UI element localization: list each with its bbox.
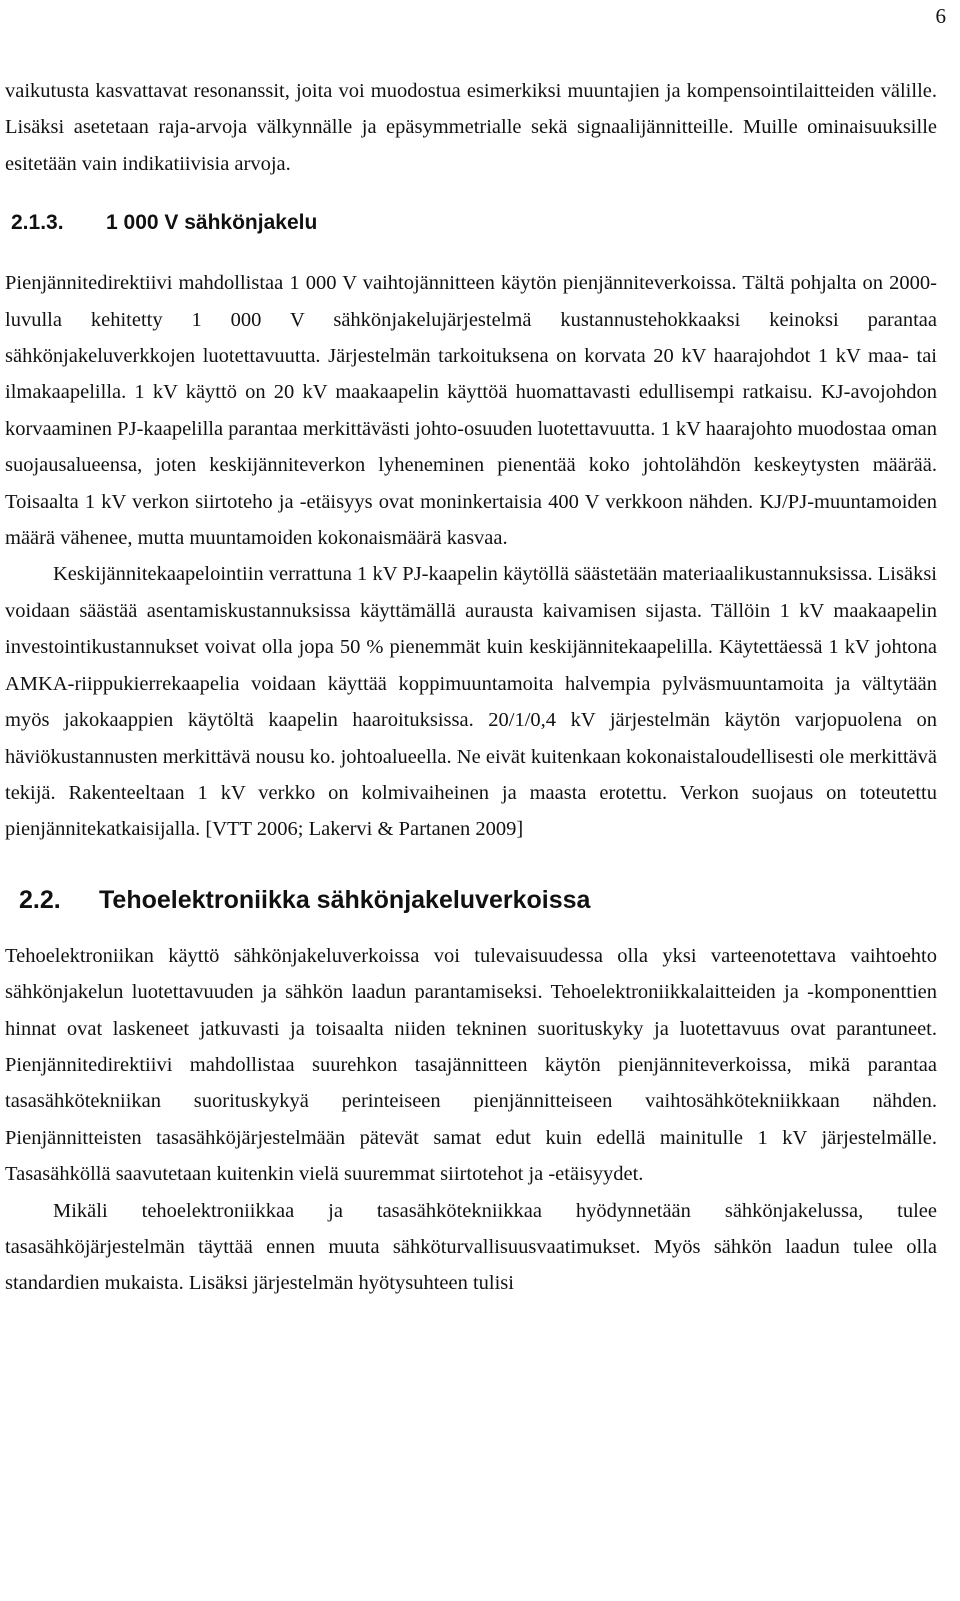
body-paragraph: Tehoelektroniikan käyttö sähkönjakeluverkoissa voi tulevaisuudessa olla yksi varteenotettava vaihtoehto sähkönjakelun luotettavuuden ja sähkön laadun parantamiseksi. Tehoelektroniikkalaitteiden ja -komponenttien hinnat ovat laskeneet jatkuvasti ja toisaalta niiden tekninen suorituskyky ja luotettavuus ovat parantuneet. Pienjännitedirektiivi mahdollistaa suurehkon tasajännitteen käytön pienjänniteverkoissa, mikä parantaa tasasähkötekniikan suorituskykyä perinteiseen pienjännitteiseen vaihtosähkötekniikkaan nähden. Pienjännitteisten tasasähköjärjestelmään pätevät samat edut kuin edellä mainitulle 1 kV järjestelmälle. Tasasähköllä saavutetaan kuitenkin vielä suuremmat siirtotehot ja -etäisyydet. xyxy=(5,944,937,1186)
body-paragraph: Keskijännitekaapelointiin verrattuna 1 kV PJ-kaapelin käytöllä säästetään materiaalikustannuksissa. Lisäksi voidaan säästää asentamiskustannuksissa käyttämällä aurausta kaivamisen sijasta. Tällöin 1 kV maakaapelin investointikustannukset voivat olla jopa 50 % pienemmät kuin keskijännitekaapelilla. Käytettäessä 1 kV johtona AMKA-riippukierrekaapelia voidaan käyttää koppimuuntamoita halvempia pylväsmuuntamoita ja vältytään myös jakokaappien käytöltä kaapelin haaroituksissa. 20/1/0,4 kV järjestelmän käytön varjopuolena on häviökustannusten merkittävä nousu ko. johtoalueella. Ne eivät kuitenkaan kokonaistaloudellisesti ole merkittävä tekijä. Rakenteeltaan 1 kV verkko on kolmivaiheinen ja maasta erotettu. Verkon suojaus on toteutettu pienjännitekatkaisijalla. [VTT 2006; Lakervi & Partanen 2009] xyxy=(5,563,937,841)
section-title: Tehoelektroniikka sähkönjakeluverkoissa xyxy=(99,885,591,914)
section-heading-2-2 xyxy=(5,885,937,915)
section-title: 1 000 V sähkönjakelu xyxy=(106,211,318,235)
section-number: 2.1.3. xyxy=(11,211,64,235)
body-paragraph: Mikäli tehoelektroniikkaa ja tasasähkötekniikkaa hyödynnetään sähkönjakelussa, tulee tasasähköjärjestelmän täyttää ennen muuta sähköturvallisuusvaatimukset. Myös sähkön laadun tulee olla standardien mukaista. Lisäksi järjestelmän hyötysuhteen tulisi xyxy=(5,1199,937,1295)
page-number: 6 xyxy=(935,4,946,28)
intro-paragraph: vaikutusta kasvattavat resonanssit, joita voi muodostua esimerkiksi muuntajien ja kompensointilaitteiden välille. Lisäksi asetetaan raja-arvoja välkynnälle ja epäsymmetrialle sekä signaalijännitteille. Muille ominaisuuksille esitetään vain indikatiivisia arvoja. xyxy=(5,80,937,175)
document-body xyxy=(5,73,937,1302)
section-number: 2.2. xyxy=(19,885,61,914)
body-paragraph: Pienjännitedirektiivi mahdollistaa 1 000 V vaihtojännitteen käytön pienjänniteverkoissa. Tältä pohjalta on 2000-luvulla kehitetty 1 000 V sähkönjakelujärjestelmä kustannustehokkaaksi keinoksi parantaa sähkönjakeluverkkojen luotettavuutta. Järjestelmän tarkoituksena on korvata 20 kV haarajohdot 1 kV maa- tai ilmakaapelilla. 1 kV käyttö on 20 kV maakaapelin käyttöä huomattavasti edullisempi ratkaisu. KJ-avojohdon korvaaminen PJ-kaapelilla parantaa merkittävästi johto-osuuden luotettavuutta. 1 kV haarajohto muodostaa oman suojausalueensa, joten keskijänniteverkon lyheneminen pienentää koko johtolähdön keskeytysten määrää. Toisaalta 1 kV verkon siirtoteho ja -etäisyys ovat moninkertaisia 400 V verkkoon nähden. KJ/PJ-muuntamoiden määrä vähenee, mutta muuntamoiden kokonaismäärä kasvaa. xyxy=(5,272,937,550)
section-heading-2-1-3 xyxy=(5,210,937,236)
